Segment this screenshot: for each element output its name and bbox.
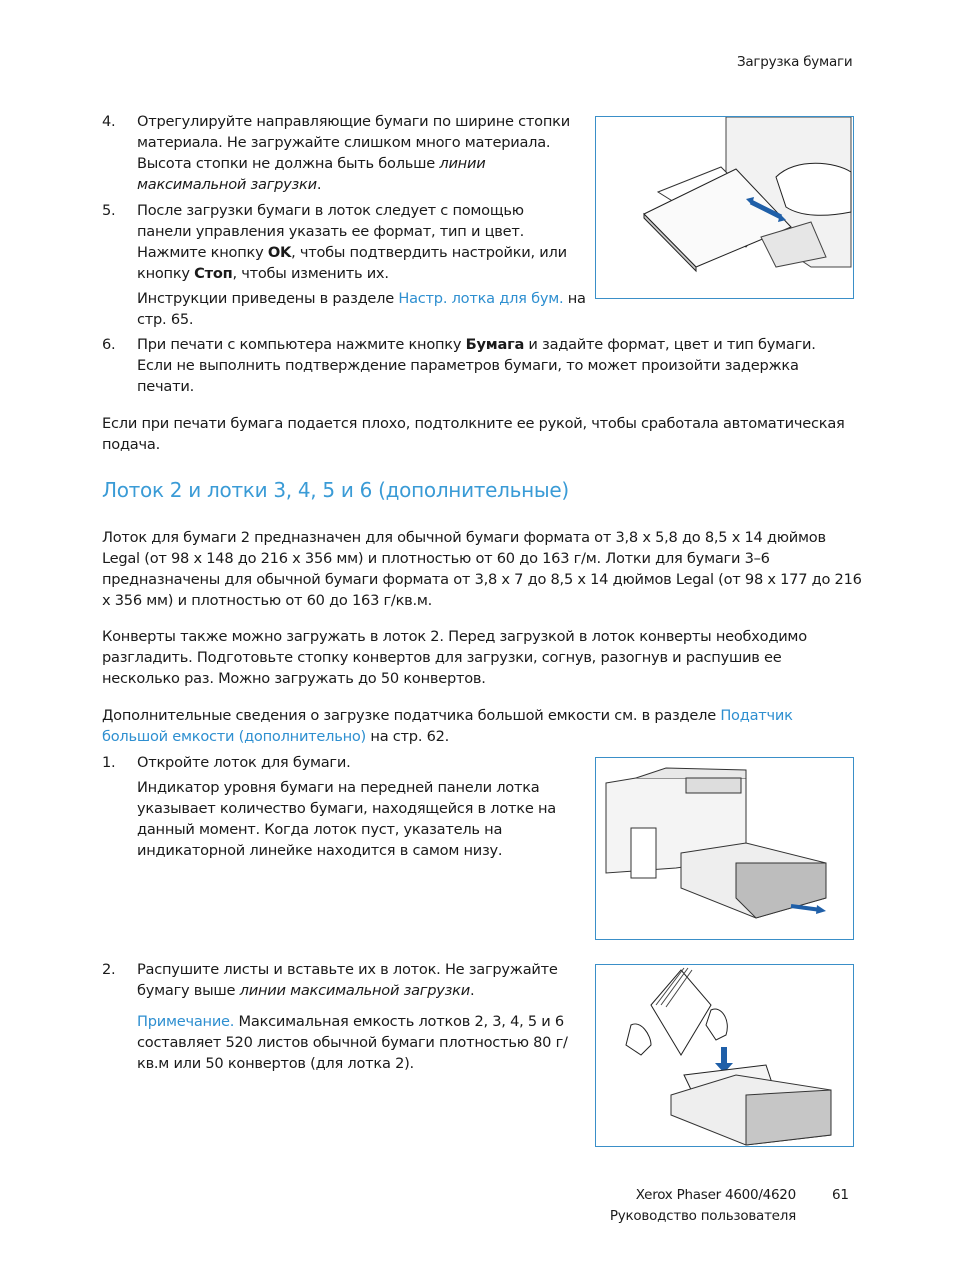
step-number: 5. bbox=[102, 202, 116, 219]
step-5-text: После загрузки бумаги в лоток следует с помощью панели управления указать ее формат, тип и цвет. Нажмите кнопку OK, чтобы подтвердить настройки, или кнопку Стоп, чтобы изменить их. bbox=[137, 202, 567, 282]
section-heading: Лоток 2 и лотки 3, 4, 5 и 6 (дополнительные) bbox=[102, 478, 569, 502]
step-number: 2. bbox=[102, 961, 116, 978]
footer-product: Xerox Phaser 4600/4620 bbox=[635, 1187, 796, 1203]
step-2-text: Распушите листы и вставьте их в лоток. Не загружайте бумагу выше линии максимальной загрузки. bbox=[137, 961, 558, 999]
paragraph-trays: Лоток для бумаги 2 предназначен для обычной бумаги формата от 3,8 x 5,8 до 8,5 x 14 дюймов Legal (от 98 x 148 до 216 x 356 мм) и плотностью от 60 до 163 г/м. Лотки для бумаги 3–6 предназначены для обычной бумаги формата от 3,8 x 7 до 8,5 x 14 дюймов Legal (от 98 x 177 до 216 x 356 мм) и плотностью от 60 до 163 г/кв.м. bbox=[102, 529, 862, 609]
step-4-text: Отрегулируйте направляющие бумаги по ширине стопки материала. Не загружайте слишком много материала. Высота стопки не должна быть больше линии максимальной загрузки. bbox=[137, 113, 570, 193]
link-hcf[interactable]: Податчик большой емкости (дополнительно) bbox=[102, 707, 793, 745]
figure-adjust-guides bbox=[595, 116, 854, 299]
tray-guides-illustration bbox=[596, 117, 853, 298]
load-paper-illustration bbox=[596, 965, 853, 1146]
step-1-text: Откройте лоток для бумаги. bbox=[137, 754, 351, 771]
footer-guide: Руководство пользователя bbox=[609, 1208, 796, 1224]
step-number: 4. bbox=[102, 113, 116, 130]
figure-open-tray bbox=[595, 757, 854, 940]
step-1-sub: Индикатор уровня бумаги на передней панели лотка указывает количество бумаги, находящейся в лотке на данный момент. Когда лоток пуст, указатель на индикаторной линейке находится в самом низу. bbox=[137, 779, 556, 859]
page-number: 61 bbox=[832, 1187, 849, 1203]
step-2-note: Примечание. Максимальная емкость лотков 2, 3, 4, 5 и 6 составляет 520 листов обычной бумаги плотностью 80 г/кв.м или 50 конвертов (для лотка 2). bbox=[137, 1013, 568, 1072]
paragraph-feed: Если при печати бумага подается плохо, подтолкните ее рукой, чтобы сработала автоматическая подача. bbox=[102, 415, 845, 453]
step-number: 6. bbox=[102, 336, 116, 353]
paragraph-hcf: Дополнительные сведения о загрузке податчика большой емкости см. в разделе Податчик большой емкости (дополнительно) на стр. 62. bbox=[102, 707, 793, 745]
running-header: Загрузка бумаги bbox=[737, 54, 853, 70]
step-6-text: При печати с компьютера нажмите кнопку Бумага и задайте формат, цвет и тип бумаги. Если не выполнить подтверждение параметров бумаги, то может произойти задержка печати. bbox=[137, 336, 816, 395]
step-number: 1. bbox=[102, 754, 116, 771]
open-tray-illustration bbox=[596, 758, 853, 939]
link-tray-settings[interactable]: Настр. лотка для бум. bbox=[398, 290, 564, 307]
step-5-note: Инструкции приведены в разделе Настр. лотка для бум. на стр. 65. bbox=[137, 290, 586, 328]
figure-load-paper bbox=[595, 964, 854, 1147]
paragraph-envelopes: Конверты также можно загружать в лоток 2. Перед загрузкой в лоток конверты необходимо разгладить. Подготовьте стопку конвертов для загрузки, согнув, разогнув и распушив ее несколько раз. Можно загружать до 50 конвертов. bbox=[102, 628, 807, 687]
